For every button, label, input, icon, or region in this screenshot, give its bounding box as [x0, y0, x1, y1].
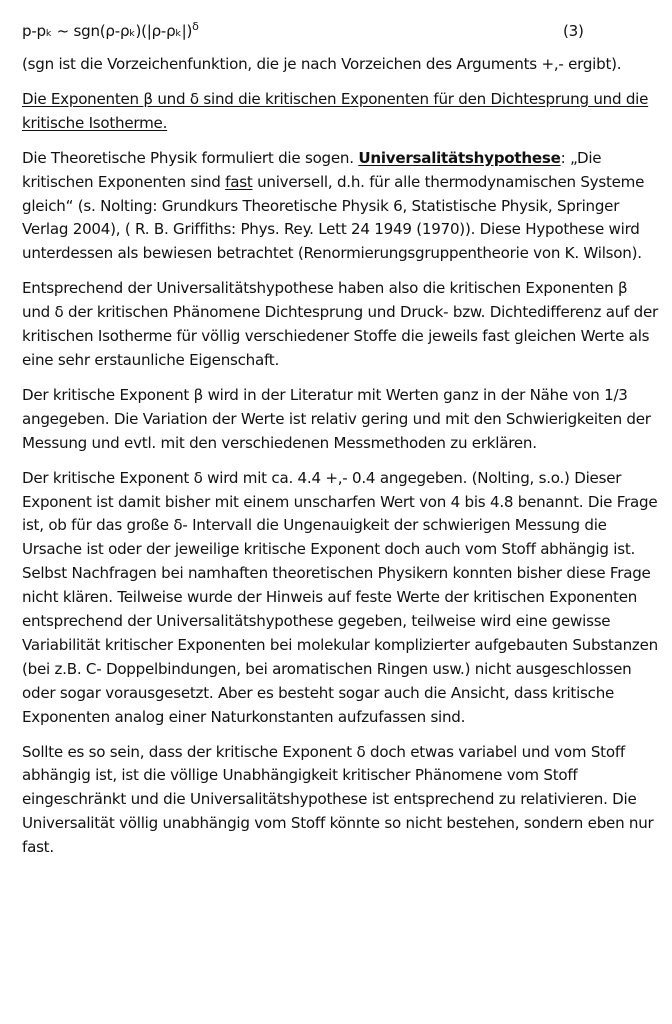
- equation-number: (3): [563, 22, 584, 40]
- equation-formula: [22, 20, 199, 44]
- document-page: [22, 20, 658, 871]
- universality-term: Universalitätshypothese: [358, 148, 561, 167]
- paragraph-delta-exponent: Der kritische Exponent δ wird mit ca. 4.4 +,- 0.4 angegeben. (Nolting, s.o.) Dieser Exponent ist damit bisher mit einem unscharfen Wert von 4 bis 4.8 benannt. Die Frage ist, ob für das große δ- Intervall die Ungenauigkeit der schwierigen Messung die Ursache ist oder der jeweilige kritische Exponent doch auch vom Stoff abhängig ist. Selbst Nachfragen bei namhaften theoretischen Physikern konnten bisher diese Frage nicht klären. Teilweise wurde der Hinweis auf feste Werte der kritischen Exponenten entsprechend der Universalitätshypothese gegeben, teilweise wird eine gewisse Variabilität kritischer Exponenten bei molekular komplizierter aufgebauten Substanzen (bei z.B. C- Doppelbindungen, bei aromatischen Ringen usw.) nicht ausgeschlossen oder sogar vorausgesetzt. Aber es besteht sogar auch die Ansicht, dass kritische Exponenten analog einer Naturkonstanten aufzufassen sind.: [22, 468, 658, 726]
- p3-after: universell, d.h. für alle thermodynamischen Systeme gleich“ (s. Nolting: Grundkurs Theoretische Physik 6, Statistische Physik, Springer Verlag 2004), ( R. B. Griffiths: Phys. Rey. Lett 24 1949 (1970)). Diese Hypothese wird unterdessen als bewiesen betrachtet (Renormierungsgruppentheorie von K. Wilson).: [22, 172, 645, 263]
- p3-mid: : „Die kritischen Exponenten sind: [22, 148, 602, 191]
- paragraph-conclusion: Sollte es so sein, dass der kritische Exponent δ doch etwas variabel und vom Stoff abhängig ist, ist die völlige Unabhängigkeit kritischer Phänomene vom Stoff eingeschränkt und die Universalitätshypothese ist entsprechend zu relativieren. Die Universalität völlig unabhängig vom Stoff könnte so nicht bestehen, sondern eben nur fast.: [22, 742, 654, 857]
- paragraph-exponents-underlined: Die Exponenten β und δ sind die kritischen Exponenten für den Dichtesprung und die kritische Isotherme.: [22, 89, 649, 132]
- paragraph-consequence: Entsprechend der Universalitätshypothese haben also die kritischen Exponenten β und δ der kritischen Phänomene Dichtesprung und Druck- bzw. Dichtedifferenz auf der kritischen Isotherme für völlig verschiedener Stoffe die jeweils fast gleichen Werte als eine sehr erstaunliche Eigenschaft.: [22, 279, 658, 369]
- equation-line: [22, 20, 658, 44]
- p3-before: Die Theoretische Physik formuliert die sogen.: [22, 148, 359, 167]
- paragraph-sgn-note: (sgn ist die Vorzeichenfunktion, die je nach Vorzeichen des Arguments +,- ergibt).: [22, 55, 622, 73]
- paragraph-beta-exponent: Der kritische Exponent β wird in der Literatur mit Werten ganz in der Nähe von 1/3 angegeben. Die Variation der Werte ist relativ gering und mit den Schwierigkeiten der Messung und evtl. mit den verschiedenen Messmethoden zu erklären.: [22, 385, 651, 452]
- equation-base: p-pₖ ~ sgn(ρ-ρₖ)(|ρ-ρₖ|): [22, 22, 193, 40]
- equation-exponent: δ: [192, 19, 199, 33]
- fast-word: fast: [225, 172, 253, 191]
- paragraph-universality-hypothesis: [22, 147, 658, 267]
